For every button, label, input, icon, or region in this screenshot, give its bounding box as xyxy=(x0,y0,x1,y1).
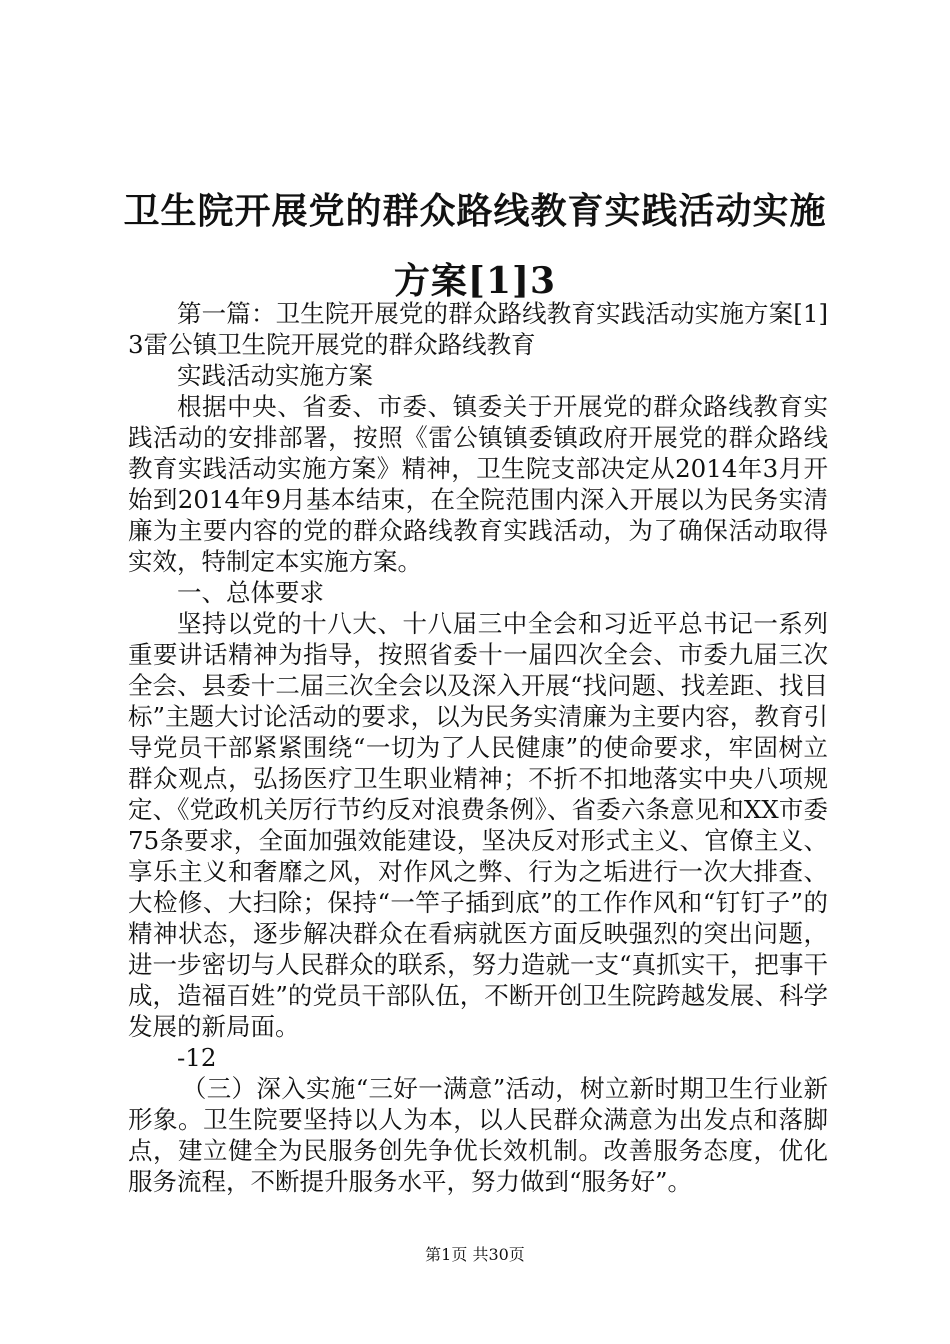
section-heading-general: 一、总体要求 xyxy=(177,578,324,607)
paragraph-subtitle: 实践活动实施方案 xyxy=(177,361,373,390)
document-body xyxy=(128,298,828,1197)
page-footer: 第1页 共30页 xyxy=(425,1245,525,1264)
paragraph-page-marker: -12 xyxy=(177,1043,217,1072)
document-title: 卫生院开展党的群众路线教育实践活动实施方案[1]3 xyxy=(123,190,827,302)
paragraph-intro: 第一篇：卫生院开展党的群众路线教育实践活动实施方案[1]3雷公镇卫生院开展党的群众路线教育 xyxy=(128,299,828,359)
paragraph-background: 根据中央、省委、市委、镇委关于开展党的群众路线教育实践活动的安排部署，按照《雷公镇镇委镇政府开展党的群众路线教育实践活动实施方案》精神，卫生院支部决定从2014年3月开始到2014年9月基本结束，在全院范围内深入开展以为民务实清廉为主要内容的党的群众路线教育实践活动，为了确保活动取得实效，特制定本实施方案。 xyxy=(128,392,828,576)
paragraph-general-requirements: 坚持以党的十八大、十八届三中全会和习近平总书记一系列重要讲话精神为指导，按照省委十一届四次全会、市委九届三次全会、县委十二届三次全会以及深入开展“找问题、找差距、找目标”主题大讨论活动的要求，以为民务实清廉为主要内容，教育引导党员干部紧紧围绕“一切为了人民健康”的使命要求，牢固树立群众观点，弘扬医疗卫生职业精神；不折不扣地落实中央八项规定、《党政机关厉行节约反对浪费条例》、省委六条意见和XX市委75条要求，全面加强效能建设，坚决反对形式主义、官僚主义、享乐主义和奢靡之风，对作风之弊、行为之垢进行一次大排查、大检修、大扫除；保持“一竿子插到底”的工作作风和“钉钉子”的精神状态，逐步解决群众在看病就医方面反映强烈的突出问题，进一步密切与人民群众的联系，努力造就一支“真抓实干，把事干成，造福百姓”的党员干部队伍，不断开创卫生院跨越发展、科学发展的新局面。 xyxy=(128,609,828,1041)
paragraph-three-good: （三）深入实施“三好一满意”活动，树立新时期卫生行业新形象。卫生院要坚持以人为本，以人民群众满意为出发点和落脚点，建立健全为民服务创先争优长效机制。改善服务态度，优化服务流程，不断提升服务水平，努力做到“服务好”。 xyxy=(128,1074,828,1196)
